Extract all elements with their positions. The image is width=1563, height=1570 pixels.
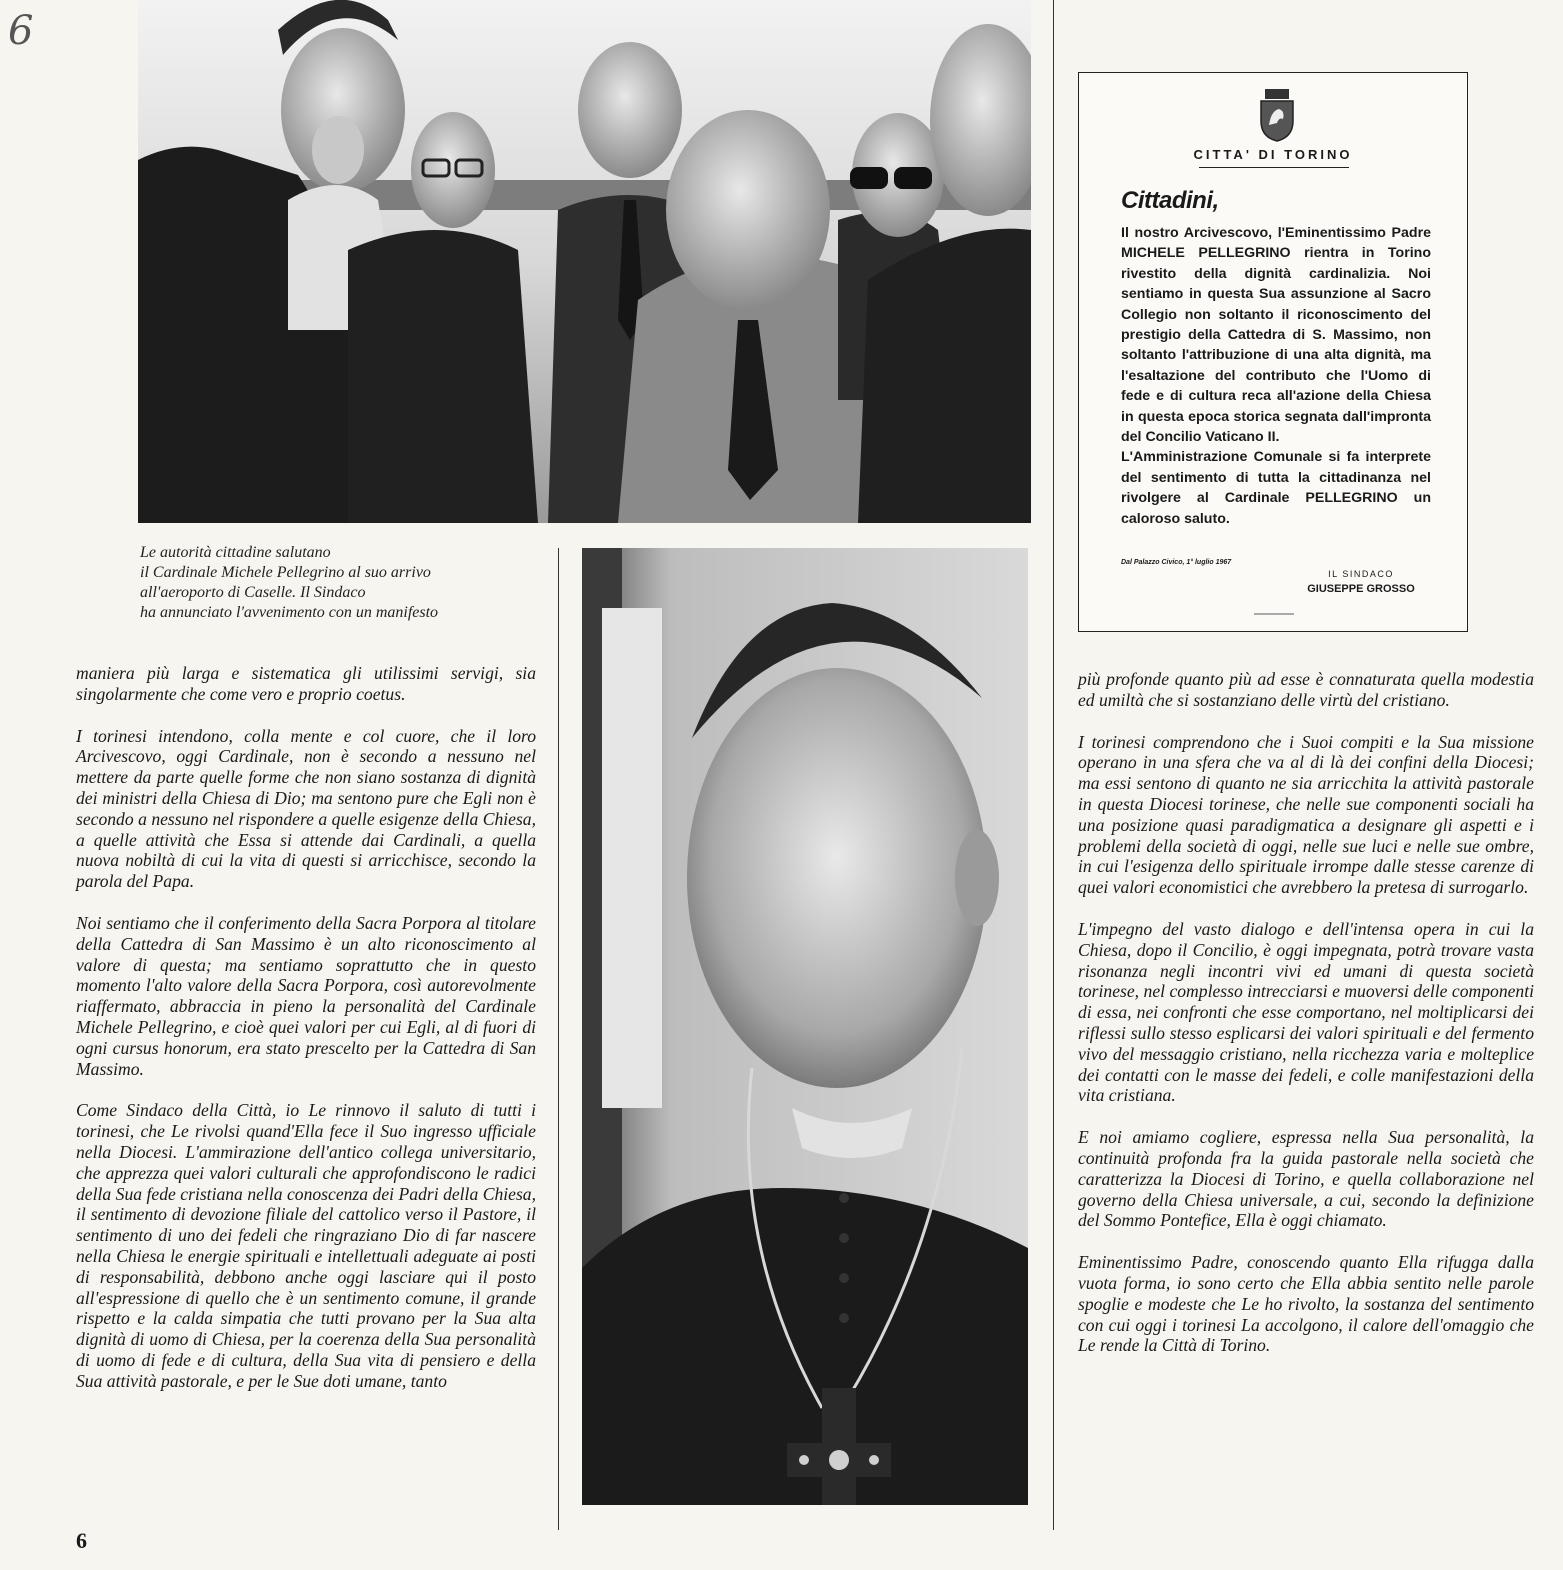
torino-coat-of-arms-icon [1257,87,1297,143]
left-text-column [76,663,536,1413]
poster-date-line: Dal Palazzo Civico, 1° luglio 1967 [1121,559,1232,566]
page-number: 6 [76,1528,87,1553]
poster-mayor-title: IL SINDACO [1328,569,1394,579]
right-text-column [1078,669,1534,1377]
body-paragraph: I torinesi intendono, colla mente e col cuore, che il loro Arcivescovo, oggi Cardinale, non è secondo a nessuno nel mettere da parte quelle forme che non siano sostanza di dignità dei ministri della Chiesa di Dio; ma sentono pure che Egli non è secondo a nessuno nel rispondere a quelle esigenze della Chiesa, a quelle attività che Essa si attende dai Cardinali, a quella nuova nobiltà di cui la vita di questi si arricchisce, secondo la parola del Papa. [76,725,536,892]
handwritten-page-mark: 6 [8,8,34,54]
column-divider-right [1053,0,1054,1530]
caption-line: ha annunciato l'avvenimento con un manifesto [140,604,439,621]
body-paragraph: Eminentissimo Padre, conoscendo quanto Ella rifugga dalla vuota forma, io sono certo che Ella abbia sentito nelle parole spoglie e modeste che Le ho rivolto, la sostanza del sentimento con cui oggi i torinesi La accolgono, il calore dell'omaggio che Le rende la Città di Torino. [1078,1252,1534,1356]
body-paragraph: Come Sindaco della Città, io Le rinnovo il saluto di tutti i torinesi, che Le rivolsi quand'Ella fece il Suo ingresso ufficiale nella Diocesi. L'ammirazione dell'antico collega universitario, che apprezza quei valori culturali che approfondiscono le radici della Sua fede cristiana nella conoscenza dei Padri della Chiesa, il sentimento di devozione filiale del cattolico verso il Pastore, il sentimento di uno dei fedeli che ringraziano Dio di far nascere nella Chiesa le energie spirituali e intellettuali adeguate ai posti di responsabilità, debbono anche oggi lasciare qui il posto all'espressione di quello che è un sentimento comune, il grande rispetto e la calda simpatia che tutti provano per la Sua alta dignità di uomo di Chiesa, per la coerenza della Sua personalità di uomo di fede e di cultura, della Sua vita di pensiero e della Sua attività pastorale, e per le Sue doti umane, tanto [76,1100,536,1391]
caption-line: all'aeroporto di Caselle. Il Sindaco [140,584,366,601]
body-paragraph: Noi sentiamo che il conferimento della Sacra Porpora al titolare della Cattedra di San Massimo è un alto riconoscimento al valore di questa; ma sentiamo soprattutto che in questo momento l'alto valore della Sacra Porpora, così autorevolmente riaffermato, abbraccia in pieno la personalità del Cardinale Michele Pellegrino, e cioè quei valori per cui Egli, al di fuori di ogni cursus honorum, era stato prescelto per la Cattedra di San Massimo. [76,912,536,1079]
photo-cardinal-portrait [582,548,1028,1505]
body-paragraph: E noi amiamo cogliere, espressa nella Sua personalità, la continuità profonda fra la guida pastorale nella società che caratterizza la Diocesi di Torino, e quella collaborazione nel governo della Chiesa universale, a cui, secondo la definizione del Sommo Pontefice, Ella è oggi chiamato. [1078,1127,1534,1231]
body-paragraph: I torinesi comprendono che i Suoi compiti e la Sua missione operano in una sfera che va al di là dei confini della Diocesi; ma essi sentono di quanto ne sia arricchita la attività pastorale in questa Diocesi torinese, che nelle sue componenti sociali ha una posizione quasi paradigmatica a designare gli aspetti e i problemi della società di oggi, nelle sue luci e nelle sue ombre, in cui l'esigenza dello spirituale irrompe dalle stesse carenze di quei valori economistici che avrebbero la pretesa di surrogarlo. [1078,731,1534,898]
poster-paragraph: L'Amministrazione Comunale si fa interprete del sentimento di tutta la cittadinanza nel rivolgere al Cardinale PELLEGRINO un caloroso saluto. [1121,449,1431,527]
column-divider-left [558,548,559,1530]
city-manifesto [1078,72,1468,632]
caption-line: Le autorità cittadine salutano [140,544,331,561]
body-paragraph: più profonde quanto più ad esse è connaturata quella modestia ed umiltà che si sostanziano delle virtù del cristiano. [1078,669,1534,710]
body-paragraph: L'impegno del vasto dialogo e dell'intensa opera in cui la Chiesa, dopo il Concilio, è oggi impegnata, potrà trovare vasta risonanza negli incontri vivi ed umani di questa società torinese, nel complesso intrecciarsi e muoversi delle componenti di essa, nei confronti che esse comportano, nel moltiplicarsi dei riflessi sullo stesso esplicarsi dei valori spirituali e del fermento vivo del messaggio cristiano, nella ricchezza varia e molteplice dei contatti con le masse dei fedeli, e colle manifestazioni della vita cristiana. [1078,918,1534,1106]
poster-paragraph: Il nostro Arcivescovo, l'Eminentissimo Padre MICHELE PELLEGRINO rientra in Torino rivestito della dignità cardinalizia. Noi sentiamo in questa Sua assunzione al Sacro Collegio non soltanto il riconoscimento del prestigio della Cattedra di S. Massimo, non soltanto l'attribuzione di una alta dignità, ma l'esaltazione del contributo che l'Uomo di fede e di cultura reca all'azione della Chiesa in questa epoca storica segnata dall'impronta del Concilio Vaticano II. [1121,225,1431,446]
poster-city-underline [1199,167,1349,168]
caption-line: il Cardinale Michele Pellegrino al suo arrivo [140,564,431,581]
poster-city-title: CITTA' DI TORINO [1193,147,1353,162]
photo-caption [140,543,540,623]
poster-mayor-name: GIUSEPPE GROSSO [1307,583,1415,595]
poster-body [1121,223,1431,529]
poster-heading: Cittadini, [1121,187,1219,214]
body-paragraph: maniera più larga e sistematica gli utilissimi servigi, sia singolarmente che come vero e proprio coetus. [76,663,536,704]
poster-printer-mark [1254,613,1294,615]
photo-dignitaries-greeting [138,0,1031,523]
